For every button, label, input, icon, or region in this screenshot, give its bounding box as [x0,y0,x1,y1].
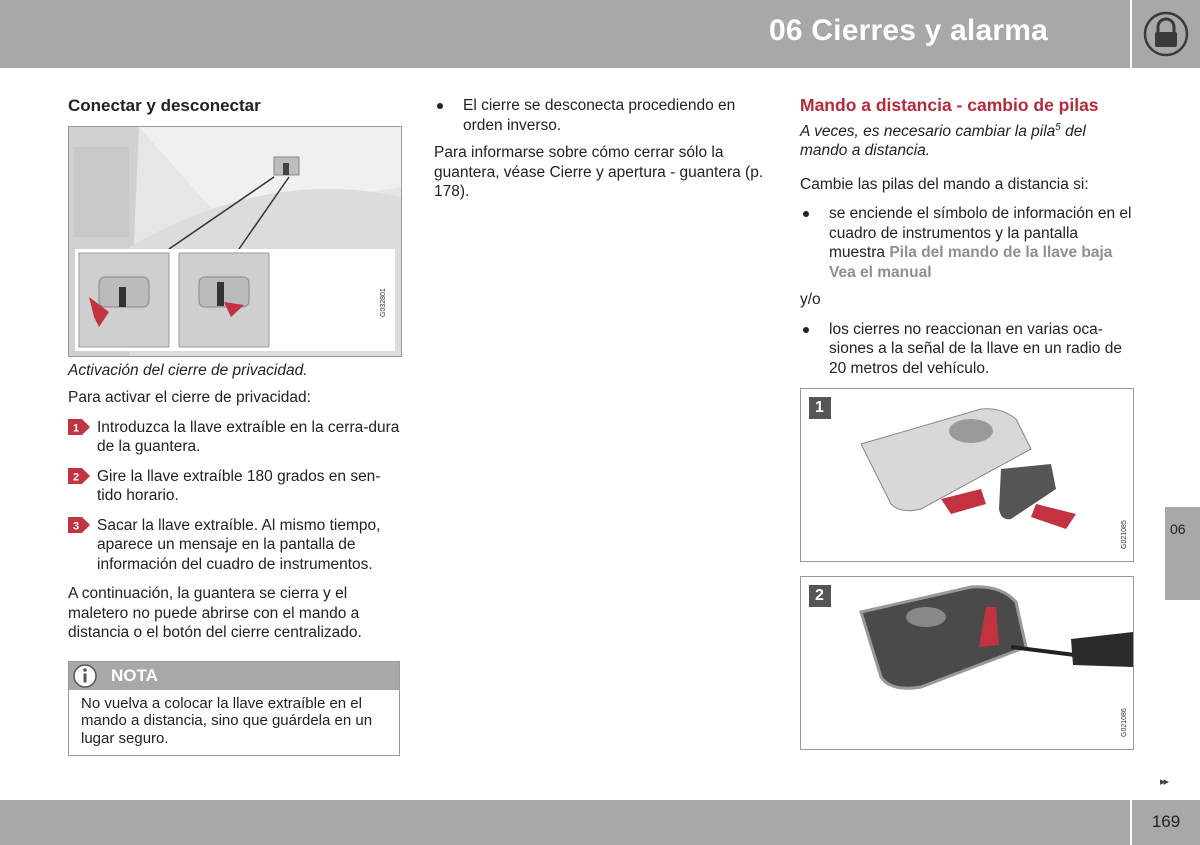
figure-code: G021086 [1121,708,1128,737]
page-footer [0,800,1130,845]
bullet-item: se enciende el símbolo de información en el cuadro de instrumentos y la pantalla muestra Pila del mando de la llave baja Vea el manual [800,204,1134,282]
reference-text: Para informarse sobre cómo cerrar sólo la guantera, véase Cierre y apertura - guantera (p. 178). [434,144,764,200]
chapter-side-tab [1165,507,1200,600]
glovebox-illustration [69,127,401,356]
column-middle [434,96,764,212]
step-badge-icon [68,419,90,435]
figure-number: 1 [815,399,824,416]
after-text: A continuación, la guantera se cierra y el maletero no puede abrirse con el mando a distancia o el botón del cierre centralizado. [68,585,362,641]
step-badge-icon [68,468,90,484]
step-text: Introduzca la llave extraíble en la cerra-dura de la guantera. [97,418,400,455]
step-text: Sacar la llave extraíble. Al mismo tiempo, aparece un mensaje en la pantalla de información del cuadro de instrumentos. [97,516,381,573]
battery-figure-1 [800,388,1134,562]
page-number-box [1132,800,1200,845]
chapter-icon-box [1132,0,1200,68]
footnote-ref: 5 [1055,121,1061,133]
note-header [69,662,399,690]
key-battery-removal-illustration [801,389,1133,561]
section-heading: Mando a distancia - cambio de pilas [800,95,1099,115]
figure-code: G032801 [380,287,387,317]
intro-text: A veces, es necesario cambiar la pila$^5$ del mando a distancia. [800,121,1086,159]
figure-number: 2 [815,587,824,604]
bullet-item: El cierre se desconecta procediendo en orden inverso. [434,96,764,135]
key-open-with-screwdriver-illustration [801,577,1133,749]
page-number: 169 [1151,812,1181,831]
step-3 [68,516,400,575]
or-text: y/o [800,291,821,308]
info-icon [72,663,98,689]
battery-figure-2 [800,576,1134,750]
lead-text: Cambie las pilas del mando a distancia si: [800,175,1089,193]
side-tab-label: 06 [1170,521,1186,537]
figure-caption: Activación del cierre de privacidad. [68,361,308,379]
column-right [800,96,1134,750]
note-title: NOTA [111,665,158,685]
intro-text: Para activar el cierre de privacidad: [68,389,311,406]
chapter-title: 06 Cierres y alarma [768,14,1048,47]
page-header [0,0,1130,68]
step-2 [68,467,400,506]
lock-icon [1132,0,1200,68]
glovebox-figure [68,126,402,357]
step-badge-icon [68,517,90,533]
svg-text:3: 3 [73,520,80,532]
step-text: Gire la llave extraíble 180 grados en sen-tido horario. [97,467,381,504]
display-message: Pila del mando de la llave baja Vea el manual [829,244,1113,281]
figure-code: G021085 [1121,520,1128,549]
column-left [68,96,400,756]
step-1 [68,418,400,457]
svg-text:1: 1 [73,422,80,434]
svg-text:2: 2 [73,471,80,483]
section-heading: Conectar y desconectar [68,96,261,115]
bullet-item: los cierres no reaccionan en varias oca-siones a la señal de la llave en un radio de 20 metros del vehículo. [800,320,1134,379]
note-box [68,661,400,757]
note-body: No vuelva a colocar la llave extraíble en el mando a distancia, sino que guárdela en un lugar seguro. [81,694,373,747]
continue-marker: ▸▸ [1160,776,1168,788]
